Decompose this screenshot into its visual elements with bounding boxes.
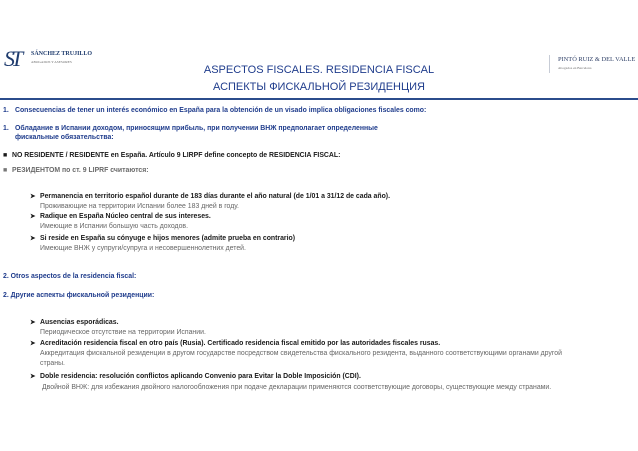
arrow-bullet-icon: ➤	[30, 213, 36, 220]
page-title	[0, 62, 638, 96]
point1-russian: Проживающие на территории Испании более 183 дней в году.	[40, 203, 239, 210]
point2-spanish: ➤ Radique en España Núcleo central de sus intereses.	[30, 213, 211, 220]
double-residence-spanish: ➤ Doble residencia: resolución conflictos aplicando Convenio para Evitar la Doble Imposición (CDI).	[30, 373, 361, 380]
arrow-bullet-icon: ➤	[30, 193, 36, 200]
bullet-icon: ■	[3, 167, 8, 174]
section2-heading-russian: 2. Другие аспекты фискальной резиденции:	[3, 292, 155, 299]
point3-spanish: ➤ Si reside en España su cónyuge e hijos menores (admite prueba en contrario)	[30, 235, 296, 242]
section2-heading-spanish: 2. Otros aspectos de la residencia fiscal:	[3, 273, 137, 280]
bullet-russian: ■ РЕЗИДЕНТОМ по ст. 9 LIPRF считаются:	[3, 167, 149, 174]
item1-russian: 1. Обладание в Испании доходом, приносящим прибыль, при получении ВНЖ предполагает определенные	[3, 125, 378, 132]
tax-residence-certificate-russian: Аккредитация фискальной резиденции в другом государстве посредством свидетельства фискального резидента, выданного соответствующими органами другой	[40, 350, 562, 357]
tax-residence-certificate-spanish: ➤ Acreditación residencia fiscal en otro país (Rusia). Certificado residencia fiscal emitido por las autoridades fiscales rusas.	[30, 340, 441, 347]
point1-spanish: ➤ Permanencia en territorio español durante de 183 días durante el año natural (de 1/01 a 31/12 de cada año).	[30, 193, 391, 200]
arrow-bullet-icon: ➤	[30, 319, 36, 326]
sporadic-absences-russian: Периодическое отсутствие на территории Испании.	[40, 329, 206, 336]
point2-russian: Имеющие в Испании большую часть доходов.	[40, 223, 188, 230]
arrow-bullet-icon: ➤	[30, 373, 36, 380]
logo-left-tagline: ABOGADOS Y ASESORES	[31, 60, 72, 64]
tax-residence-certificate-russian-cont: страны.	[40, 360, 65, 367]
bullet-icon: ■	[3, 152, 8, 159]
point3-russian: Имеющие ВНЖ у супруги/супруга и несовершеннолетних детей.	[40, 245, 246, 252]
title-russian: АСПЕКТЫ ФИСКАЛЬНОЙ РЕЗИДЕНЦИЯ	[212, 81, 425, 93]
item1-spanish: 1. Consecuencias de tener un interés económico en España para la obtención de un visado implica obligaciones fiscales como:	[3, 107, 427, 114]
double-residence-russian: Двойной ВНЖ: для избежания двойного налогообложения при подаче декларации применяются соответствующие договоры, существующие между странами.	[42, 384, 552, 391]
title-spanish: ASPECTOS FISCALES. RESIDENCIA FISCAL	[203, 64, 435, 76]
arrow-bullet-icon: ➤	[30, 235, 36, 242]
arrow-bullet-icon: ➤	[30, 340, 36, 347]
title-divider	[0, 98, 638, 100]
bullet-spanish: ■ NO RESIDENTE / RESIDENTE en España. Artículo 9 LIRPF define concepto de RESIDENCIA FISCAL:	[3, 152, 341, 159]
logo-right-tagline: Abogados en Barcelona	[558, 66, 592, 70]
sporadic-absences-spanish: ➤ Ausencias esporádicas.	[30, 319, 119, 326]
logo-right-name: PINTÓ RUIZ & DEL VALLE	[558, 56, 636, 63]
logo-monogram: ST	[4, 46, 20, 71]
item1-russian-cont: фискальные обязательства:	[15, 134, 114, 141]
logo-left-name: SÁNCHEZ TRUJILLO	[31, 51, 93, 57]
